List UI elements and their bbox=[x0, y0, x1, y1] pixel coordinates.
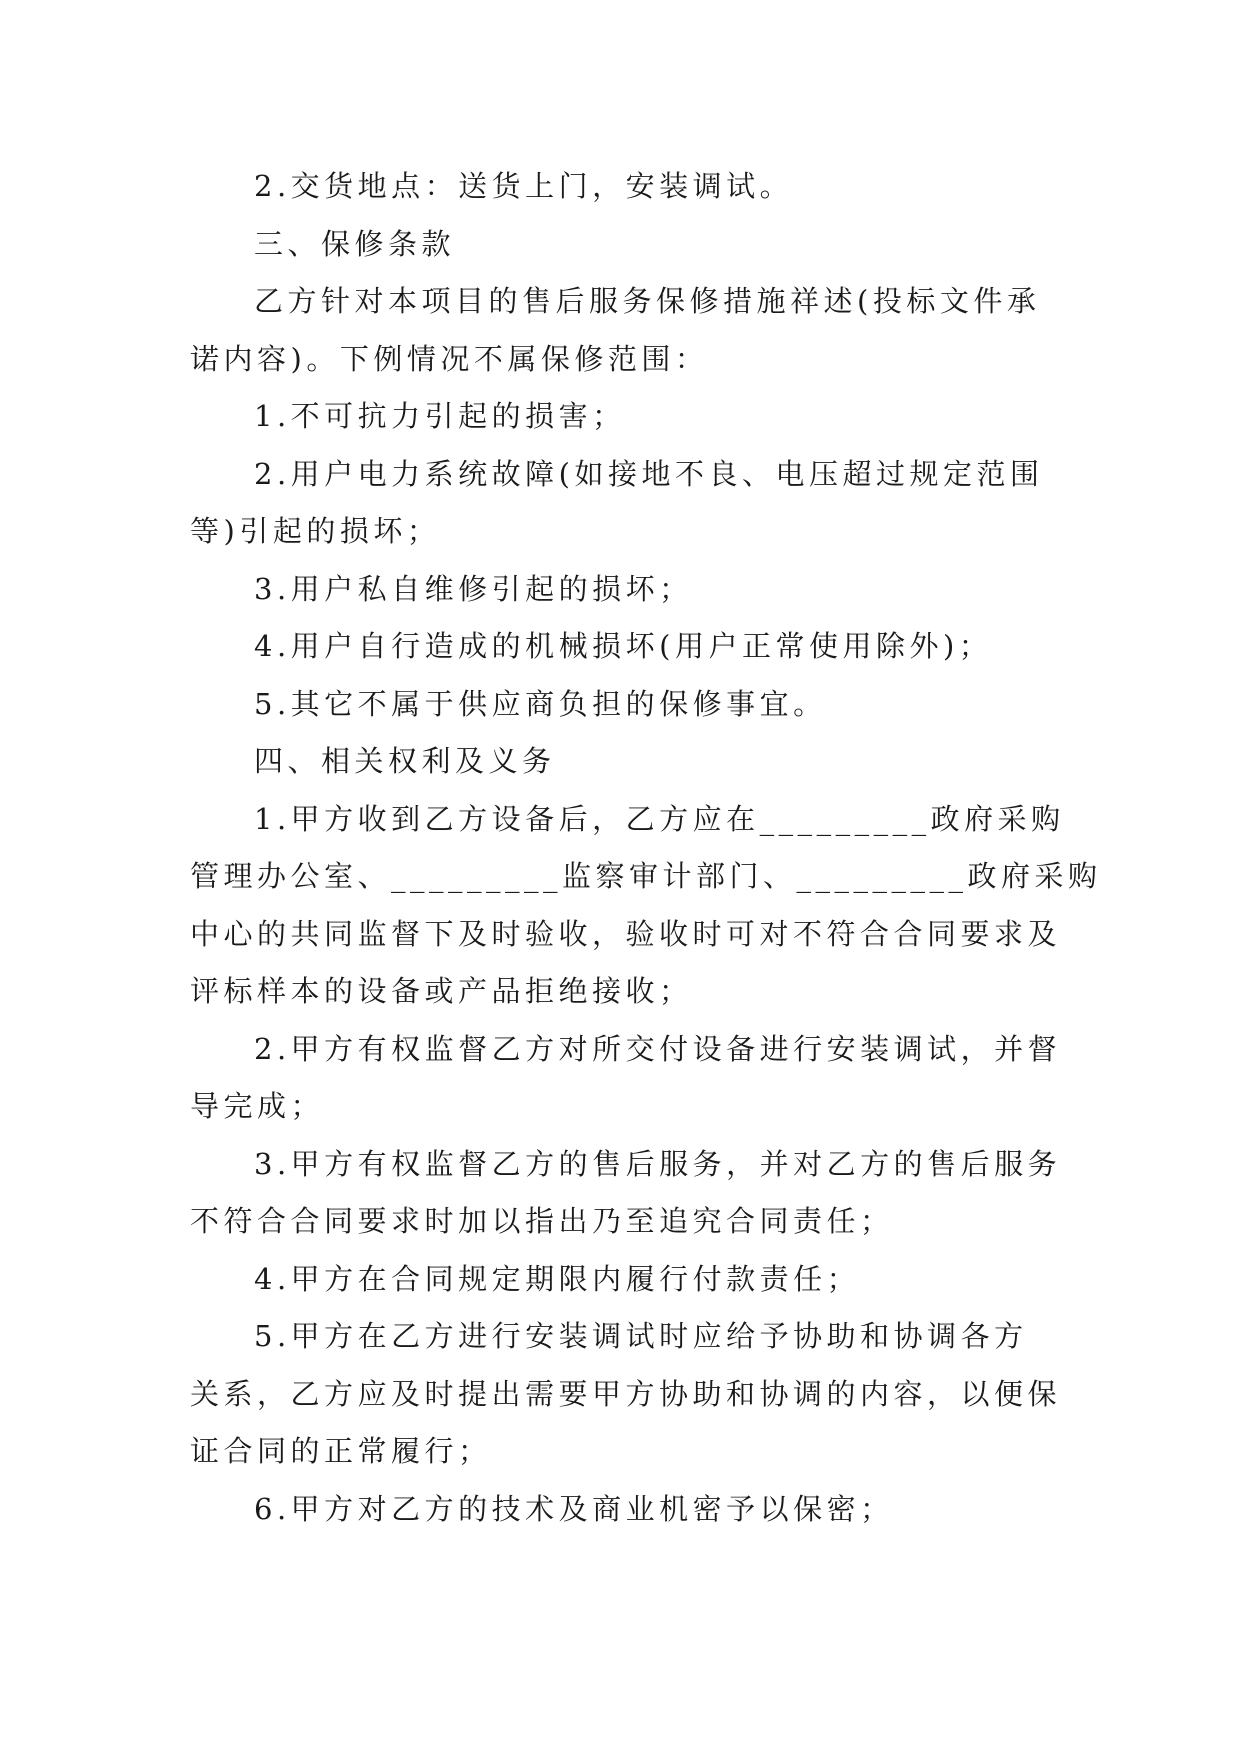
text-line: 中心的共同监督下及时验收，验收时可对不符合合同要求及 bbox=[190, 916, 1062, 951]
section-heading: 三、保修条款 bbox=[254, 226, 456, 261]
text-line: 证合同的正常履行； bbox=[190, 1434, 492, 1468]
text-line: 导完成； bbox=[190, 1089, 325, 1123]
text-line: 4.甲方在合同规定期限内履行付款责任； bbox=[254, 1261, 861, 1296]
text-line: 管理办公室、_________监察审计部门、_________政府采购 bbox=[190, 859, 1102, 893]
text-line: 等)引起的损坏； bbox=[190, 514, 441, 548]
text-line: 4.用户自行造成的机械损坏(用户正常使用除外)； bbox=[254, 629, 993, 663]
text-line: 1.甲方收到乙方设备后，乙方应在_________政府采购 bbox=[254, 801, 1065, 836]
text-line: 3.用户私自维修引起的损坏； bbox=[254, 571, 693, 606]
text-line: 2.甲方有权监督乙方对所交付设备进行安装调试，并督 bbox=[254, 1031, 1062, 1066]
text-line: 乙方针对本项目的售后服务保修措施祥述(投标文件承 bbox=[254, 284, 1041, 318]
text-line: 1.不可抗力引起的损害； bbox=[254, 399, 626, 433]
text-line: 6.甲方对乙方的技术及商业机密予以保密； bbox=[254, 1491, 894, 1526]
text-line: 3.甲方有权监督乙方的售后服务，并对乙方的售后服务 bbox=[254, 1146, 1062, 1181]
text-line: 不符合合同要求时加以指出乃至追究合同责任； bbox=[190, 1204, 894, 1238]
text-line: 关系，乙方应及时提出需要甲方协助和协调的内容，以便保 bbox=[190, 1376, 1062, 1411]
section-heading: 四、相关权利及义务 bbox=[254, 744, 556, 778]
text-line: 2.交货地点：送货上门，安装调试。 bbox=[254, 169, 794, 203]
text-line: 5.其它不属于供应商负担的保修事宜。 bbox=[254, 686, 827, 721]
text-line: 评标样本的设备或产品拒绝接收； bbox=[190, 974, 693, 1008]
text-line: 诺内容)。下例情况不属保修范围： bbox=[190, 341, 709, 376]
text-line: 2.用户电力系统故障(如接地不良、电压超过规定范围 bbox=[254, 456, 1044, 491]
text-line: 5.甲方在乙方进行安装调试时应给予协助和协调各方 bbox=[254, 1319, 1028, 1353]
document-body bbox=[190, 158, 1102, 1538]
